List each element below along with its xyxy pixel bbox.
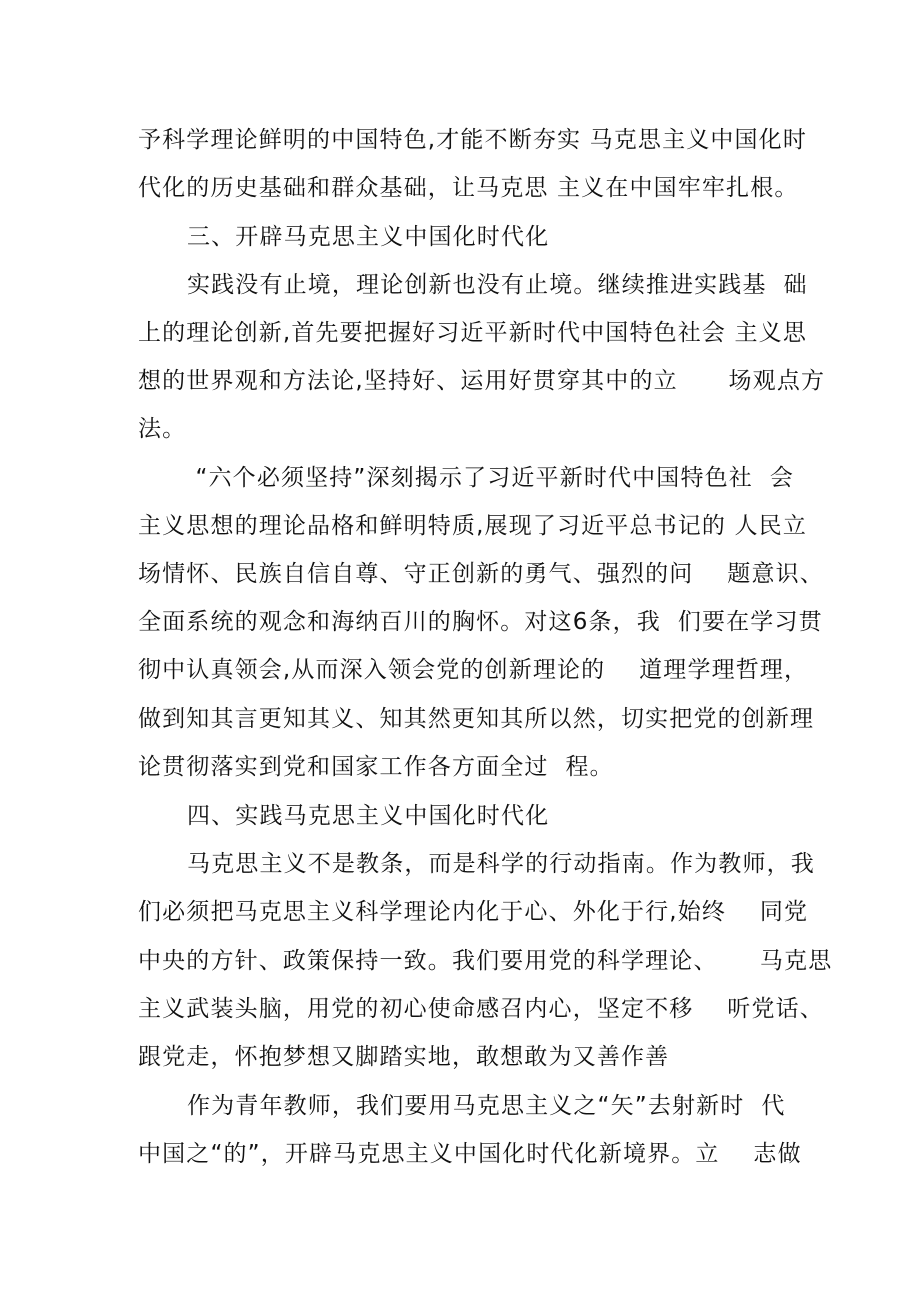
paragraph-line: 论贯彻落实到党和国家工作各方面全过 程。 xyxy=(138,754,614,780)
paragraph-line: 中央的方针、政策保持一致。我们要用党的科学理论、 马克思 xyxy=(138,948,833,974)
paragraph-line: “六个必须坚持”深刻揭示了习近平新时代中国特色社 会 xyxy=(187,465,794,491)
paragraph-line: 中国之“的”，开辟马克思主义中国化时代化新境界。立 志做 xyxy=(138,1141,802,1167)
paragraph-line: 法。 xyxy=(138,416,187,442)
paragraph-line: 场情怀、民族自信自尊、守正创新的勇气、强烈的问 题意识、 xyxy=(138,561,824,587)
paragraph-line: 跟党走，怀抱梦想又脚踏实地，敢想敢为又善作善 xyxy=(138,1044,670,1070)
paragraph-line: 全面系统的观念和海纳百川的胸怀。对这6条，我 们要在学习贯 xyxy=(138,609,823,635)
section-heading: 三、开辟马克思主义中国化时代化 xyxy=(187,224,550,250)
paragraph-line: 实践没有止境，理论创新也没有止境。继续推进实践基 础 xyxy=(187,272,808,298)
paragraph-line: 做到知其言更知其义、知其然更知其所以然，切实把党的创新理 xyxy=(138,706,815,732)
section-heading: 四、实践马克思主义中国化时代化 xyxy=(187,803,550,829)
paragraph-line: 作为青年教师，我们要用马克思主义之“矢”去射新时 代 xyxy=(187,1093,786,1119)
paragraph-line: 予科学理论鲜明的中国特色,才能不断夯实 马克思主义中国化时 xyxy=(138,127,807,153)
paragraph-line: 主义武装头脑，用党的初心使命感召内心，坚定不移 听党话、 xyxy=(138,996,824,1022)
paragraph-line: 代化的历史基础和群众基础，让马克思 主义在中国牢牢扎根。 xyxy=(138,175,799,201)
paragraph-line: 上的理论创新,首先要把握好习近平新时代中国特色社会 主义思 xyxy=(138,320,807,346)
paragraph-line: 主义思想的理论品格和鲜明特质,展现了习近平总书记的 人民立 xyxy=(138,513,807,539)
paragraph-line: 们必须把马克思主义科学理论内化于心、外化于行,始终 同党 xyxy=(138,899,809,925)
paragraph-line: 想的世界观和方法论,坚持好、运用好贯穿其中的立 场观点方 xyxy=(138,368,826,394)
paragraph-line: 彻中认真领会,从而深入领会党的创新理论的 道理学理哲理， xyxy=(138,657,809,683)
paragraph-line: 马克思主义不是教条，而是科学的行动指南。作为教师，我 xyxy=(187,851,815,877)
